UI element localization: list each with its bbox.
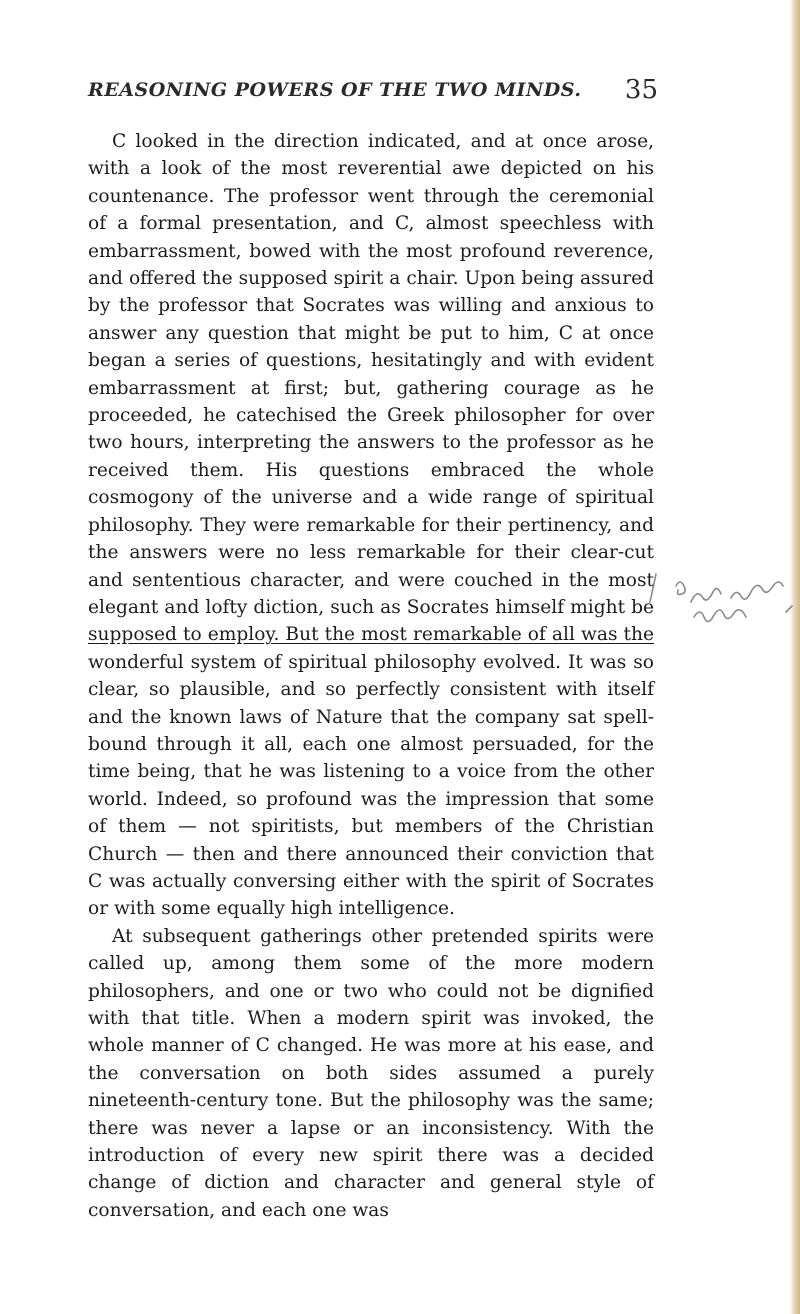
page-number: 35 — [624, 75, 658, 105]
handwritten-margin-note — [646, 572, 796, 632]
pencil-annotation-icon — [646, 572, 796, 632]
paragraph-1-part-1: C looked in the direction indicated, and at once arose, with a look of the most reverential awe depicted on his countenance. The professor went through the ceremonial of a formal presentation, and C, almost speechless with embarrassment, bowed with the most profound reverence, and offered the supposed spirit a chair. Upon being assured by the professor that Socrates was willing and anxious to answer any question that might be put to him, C at once began a series of questions, hesitatingly and with evident embarrassment at first; but, gathering courage as he proceeded, he catechised the Greek philosopher for over two hours, interpreting the answers to the professor as he received them. His questions embraced the whole cosmogony of the universe and a wide range of spiritual philosophy. They were remarkable for their pertinency, and the answers were no less remarkable for their clear-cut and sententious character, and were couched in the most elegant and lofty diction, such as Socrates himself might be — [88, 131, 654, 618]
running-header — [88, 75, 658, 107]
paragraph-2: At subsequent gatherings other pretended spirits were called up, among them some of the more modern philosophers, and one or two who could not be dignified with that title. When a modern spirit was invoked, the whole manner of C changed. He was more at his ease, and the conversation on both sides assumed a purely nineteenth-century tone. But the philosophy was the same; there was never a lapse or an inconsistency. With the introduction of every new spirit there was a decided change of diction and character and general style of conversation, and each one was — [88, 925, 654, 1221]
running-title: REASONING POWERS OF THE TWO MINDS. — [88, 79, 582, 101]
underlined-passage: supposed to employ. But the most remarkable of all was the — [88, 624, 654, 646]
paragraph-1 — [88, 128, 654, 923]
page-edge — [790, 0, 800, 1314]
body-text — [88, 128, 654, 1224]
paragraph-1-part-2: wonderful system of spiritual philosophy evolved. It was so clear, so plausible, and so perfectly consistent with itself and the known laws of Nature that the company sat spell-bound through it all, each one almost persuaded, for the time being, that he was listening to a voice from the other world. Indeed, so profound was the impression that some of them — not spiritists, but members of the Christian Church — then and there announced their conviction that C was actually conversing either with the spirit of Socrates or with some equally high intelligence. — [88, 651, 654, 920]
